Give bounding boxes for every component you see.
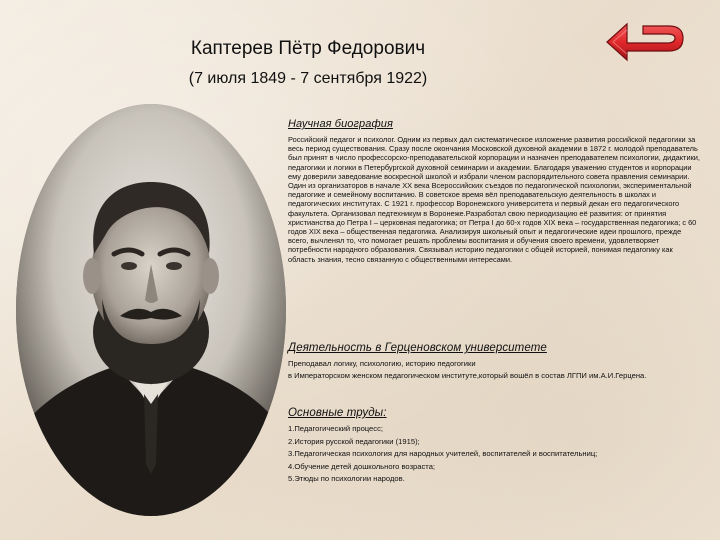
page-subtitle-dates: (7 июля 1849 - 7 сентября 1922): [188, 70, 428, 87]
herzen-text: [288, 358, 702, 381]
herzen-line-2: в Императорском женском педагогическом институте,который вошёл в состав ЛГПИ им.А.И.Герцена.: [288, 370, 647, 380]
herzen-heading: Деятельность в Герценовском университете: [288, 342, 547, 354]
page-title: Каптерев Пётр Федорович: [190, 38, 426, 59]
works-list: [288, 423, 708, 486]
works-item: 1.Педагогический процесс;: [288, 424, 383, 433]
back-arrow-icon: [603, 18, 687, 70]
works-item: 2.История русской педагогики (1915);: [288, 436, 420, 446]
bio-text: Российский педагог и психолог. Одним из первых дал систематическое изложение развития российской педагогики за весь период существования. Сразу после окончания Московской духовной академии в 1872 г. молодой преподаватель был принят в число профессорско-преподавательской корпорации и назначен преподавателем психологии, дидактики, педагогики и логики в Петербургской духовной семинарии и академии. Благодаря уважению студентов и корпорации ему доверили заведование воскресной школой и избрали членом распорядительного совета правления семинарии. Один из организаторов в начале XX века Всероссийских съездов по педагогической психологии, экспериментальной педагогике и семейному воспитанию. В советское время вёл преподавательскую деятельность в школах и педагогических институтах. С 1921 г. профессор Воронежского университета и первый декан его педагогического факультета. Организовал педтехникум в Воронеже.Разработал свою периодизацию её развития: от принятия христианства до Петра I – церковная педагогика; от Петра I до 60-х годов XIX века – государственная педагогика; с 60 годов XIX века – общественная педагогика. Анализируя школьный опыт и педагогические идеи прошлого, прежде всего, вычленял то, что помогает решать проблемы воспитания и обучения своего времени, удовлетворяет потребности народного образования. Связывал историю педагогики с общей историей, понимая педагогику как область знания, тесно связанную с общественными интересами.: [288, 135, 700, 264]
works-heading-colon: :: [383, 407, 387, 419]
works-item: 4.Обучение детей дошкольного возраста;: [288, 461, 436, 471]
works-heading: [288, 407, 387, 419]
works-heading-label: Основные труды: [288, 407, 384, 419]
works-item: 5.Этюды по психологии народов.: [288, 474, 405, 484]
works-item: 3.Педагогическая психология для народных учителей, воспитателей и воспитательниц;: [288, 449, 598, 459]
bio-heading: Научная биография: [288, 118, 393, 130]
portrait-illustration: [16, 104, 286, 516]
back-arrow-button[interactable]: [603, 18, 687, 70]
portrait-photo: [16, 104, 286, 516]
herzen-line-1: Преподавал логику, психологию, историю педогогики: [288, 359, 476, 368]
